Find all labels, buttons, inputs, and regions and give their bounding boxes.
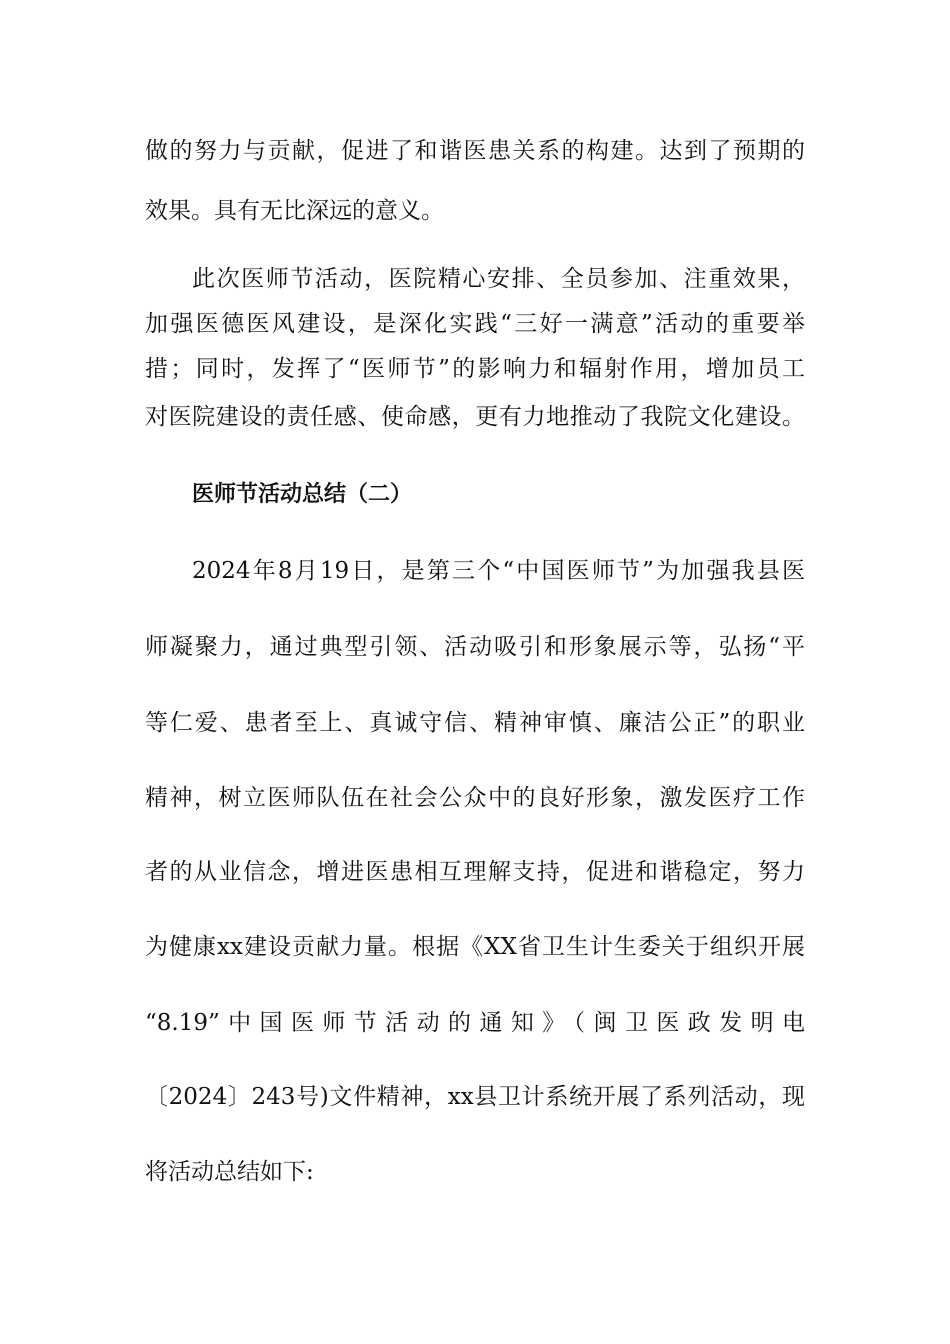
paragraph-2-line-1: 此次医师节活动，医院精心安排、全员参加、注重效果， bbox=[192, 266, 805, 292]
paragraph-3-line-9: 将活动总结如下: bbox=[145, 1159, 314, 1185]
paragraph-3-line-5: 者的从业信念，增进医患相互理解支持，促进和谐稳定，努力 bbox=[145, 859, 805, 885]
paragraph-1-line-2: 效果。具有无比深远的意义。 bbox=[145, 198, 444, 224]
paragraph-3-line-4: 精神，树立医师队伍在社会公众中的良好形象，激发医疗工作 bbox=[145, 785, 805, 811]
paragraph-1-line-1: 做的努力与贡献，促进了和谐医患关系的构建。达到了预期的 bbox=[145, 138, 805, 164]
paragraph-3-line-6: 为健康xx建设贡献力量。根据《XX省卫生计生委关于组织开展 bbox=[145, 934, 805, 960]
paragraph-2-line-3: 措；同时，发挥了“医师节”的影响力和辐射作用，增加员工 bbox=[145, 356, 805, 382]
paragraph-3-line-8: 〔2024〕243号)文件精神，xx县卫计系统开展了系列活动，现 bbox=[145, 1084, 805, 1110]
paragraph-3-line-7: “8.19”中国医师节活动的通知》（闽卫医政发明电 bbox=[145, 1010, 805, 1036]
paragraph-2-line-4: 对医院建设的责任感、使命感，更有力地推动了我院文化建设。 bbox=[145, 404, 805, 430]
section-heading: 医师节活动总结（二） bbox=[192, 482, 413, 507]
paragraph-3-line-1: 2024年8月19日，是第三个“中国医师节”为加强我县医 bbox=[192, 558, 805, 584]
paragraph-3-line-3: 等仁爱、患者至上、真诚守信、精神审慎、廉洁公正”的职业 bbox=[145, 710, 805, 736]
paragraph-2-line-2: 加强医德医风建设，是深化实践“三好一满意”活动的重要举 bbox=[145, 311, 805, 337]
paragraph-3-line-2: 师凝聚力，通过典型引领、活动吸引和形象展示等，弘扬“平 bbox=[145, 634, 805, 660]
